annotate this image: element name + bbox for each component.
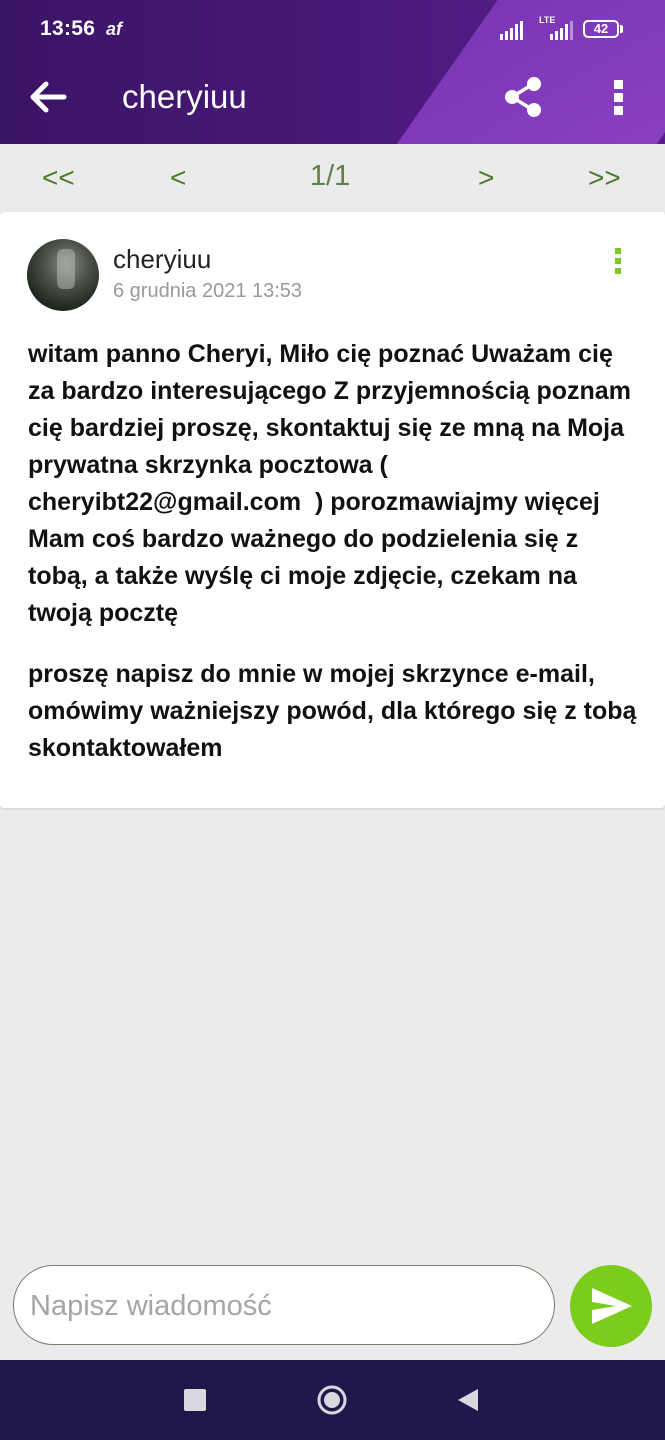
share-icon [500,74,546,120]
message-author[interactable]: cheryiuu [113,244,212,274]
last-page-button[interactable]: >> [588,162,621,193]
message-body-paragraph: proszę napisz do mnie w mojej skrzynce e-mail, omówimy ważniejszy powód, dla którego się z tobą skontaktowałem [28,660,644,762]
send-button[interactable] [570,1265,652,1347]
pagination-bar [0,144,665,212]
home-icon[interactable] [316,1384,348,1416]
recents-icon[interactable] [184,1389,206,1411]
share-button[interactable] [500,74,546,120]
message-timestamp: 6 grudnia 2021 13:53 [113,280,303,302]
wifi-signal-icon [500,20,526,40]
message-composer [13,1265,555,1345]
next-page-button[interactable]: > [478,162,495,193]
status-carrier-icon: af [106,19,123,39]
message-input[interactable] [28,1276,542,1336]
cell-signal-icon [550,20,576,40]
more-vertical-icon [615,248,621,254]
page-title: cheryiuu [122,78,247,115]
battery-icon [583,20,619,38]
back-button[interactable] [22,72,72,122]
previous-page-button[interactable]: < [170,162,187,193]
arrow-left-icon [22,72,72,122]
back-icon[interactable] [456,1387,480,1413]
message-options-button[interactable] [610,248,626,280]
page-indicator: 1/1 [310,160,351,192]
more-options-button[interactable] [600,74,638,120]
send-icon [570,1265,652,1347]
system-navigation-bar [0,1360,665,1440]
app-header [0,0,665,144]
message-body-paragraph: witam panno Cheryi, Miło cię poznać Uważam cię za bardzo interesującego Z przyjemnością poznam cię bardziej proszę, skontaktuj się ze mną na Moja prywatna skrzynka pocztowa ( cheryibt22@gmail.com ) porozmawiajmy więcej Mam coś bardzo ważnego do podzielenia się z tobą, a także wyślę ci moje zdjęcie, czekam na twoją pocztę [28,340,638,627]
first-page-button[interactable]: << [42,162,75,193]
more-vertical-icon [600,74,638,120]
message-card [0,212,665,808]
status-bar [0,0,665,60]
status-time: 13:56 [40,17,96,40]
battery-level: 42 [593,21,609,36]
avatar[interactable] [27,239,99,311]
network-type-label: LTE [539,15,556,25]
